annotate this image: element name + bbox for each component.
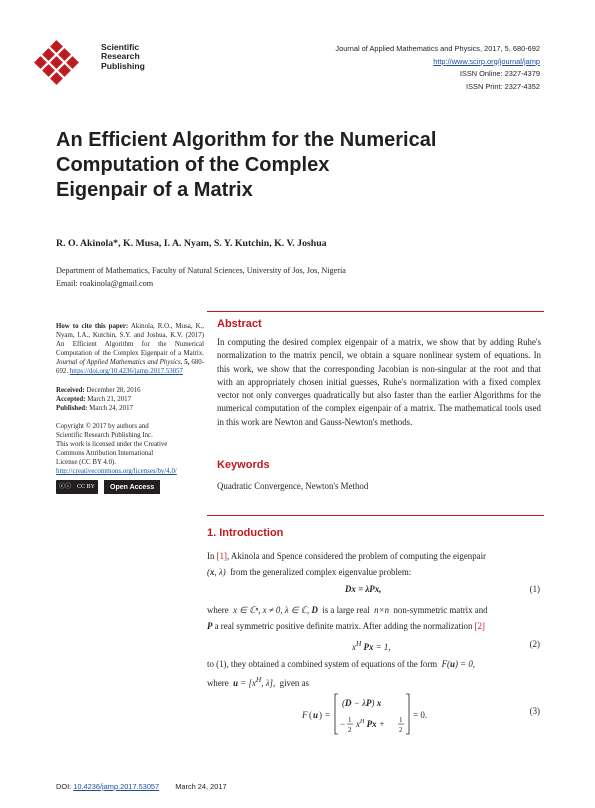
- cc-icon: ⓒⓘ: [59, 483, 72, 490]
- author-list: R. O. Akinola*, K. Musa, I. A. Nyam, S. Y. Kutchin, K. V. Joshua: [56, 238, 327, 249]
- cite-pages: 680-692.: [56, 359, 204, 376]
- intro-text: non-symmetric matrix and: [393, 605, 488, 615]
- license-url-link[interactable]: http://creativecommons.org/licenses/by/4.0/: [56, 468, 177, 476]
- abstract-text: In computing the desired complex eigenpair of a matrix, we show that by adding Ruhe's normalization to the matrix pencil, we obtain a square nonlinear system of equations. In this work, we show that the corresponding Jacobian is non-singular at the root and that with an appropriately chosen initial guesses, Ruhe's normalization with a fixed complex vector not only converges quadratically but also faster than the earlier Algorithms for the numerical computation of the complex eigenpair of a matrix. The mathematical tools used in this work are Newton and Gauss-Newton's methods.: [217, 337, 541, 427]
- published-label: Published:: [56, 404, 88, 412]
- cite-journal: Journal of Applied Mathematics and Physics,: [56, 359, 183, 367]
- intro-text: where: [207, 605, 229, 615]
- intro-text: where: [207, 677, 229, 688]
- intro-heading: 1. Introduction: [207, 527, 284, 539]
- intro-paragraph-2: [207, 604, 544, 616]
- svg-text:=: =: [325, 710, 331, 720]
- affiliation: Department of Mathematics, Faculty of Natural Sciences, University of Jos, Jos, Nigeria: [56, 266, 346, 275]
- title-line: Eigenpair of a Matrix: [56, 179, 253, 201]
- equation-text: $x^H$ Px = 1,: [352, 639, 391, 652]
- published-date: March 24, 2017: [89, 404, 133, 412]
- abstract-divider: [207, 311, 544, 312]
- svg-text:u: u: [313, 710, 319, 720]
- inline-math: P: [207, 621, 213, 631]
- equation-1: [345, 583, 381, 595]
- publisher-line: Research: [101, 51, 140, 62]
- open-access-badge[interactable]: Open Access: [104, 480, 160, 494]
- reference-link[interactable]: [2]: [474, 621, 486, 631]
- inline-math: n×n: [371, 605, 392, 615]
- cite-doi-link[interactable]: https://doi.org/10.4236/jamp.2017.53057: [69, 368, 183, 376]
- equation-3: [300, 690, 460, 738]
- license-line: License (CC BY 4.0).: [56, 459, 117, 467]
- intro-text: , Akinola and Spence considered the problem of computing the eigenpair: [226, 551, 487, 561]
- publisher-logo-icon: [30, 40, 90, 88]
- license-badges: [56, 480, 204, 494]
- citation-block: [56, 322, 204, 377]
- intro-paragraph-1-cont: [207, 566, 544, 578]
- intro-paragraph-3-cont: [207, 674, 544, 689]
- svg-text:2: 2: [348, 726, 352, 734]
- equation-text: Dx = λPx,: [345, 584, 382, 594]
- email: Email: roakinola@gmail.com: [56, 279, 154, 288]
- inline-math: F(u) = 0,: [439, 659, 476, 669]
- equation-2: [352, 638, 390, 653]
- accepted-date: March 21, 2017: [87, 395, 132, 403]
- svg-text:F: F: [302, 710, 308, 720]
- dates-block: [56, 386, 204, 413]
- journal-line: Journal of Applied Mathematics and Physics, 2017, 5, 680-692: [335, 44, 540, 53]
- keywords-heading: Keywords: [217, 459, 270, 471]
- reference-link[interactable]: [1]: [216, 551, 227, 561]
- svg-text:2: 2: [399, 726, 403, 734]
- issn-online: ISSN Online: 2327-4379: [459, 69, 540, 79]
- publisher-name: [101, 43, 145, 71]
- license-line: Commons Attribution International: [56, 450, 154, 458]
- svg-text:1: 1: [348, 716, 352, 724]
- article-info-column: [56, 322, 204, 494]
- intro-text: given as: [279, 677, 309, 688]
- doi-link[interactable]: 10.4236/jamp.2017.53057: [73, 782, 160, 791]
- received-date: December 28, 2016: [86, 386, 141, 394]
- svg-text:−: −: [340, 719, 346, 729]
- publisher-line: Publishing: [101, 60, 145, 71]
- abstract-heading: Abstract: [217, 318, 262, 330]
- cite-text: Akinola, R.O., Musa, K., Nyam, I.A., Kutchin, S.Y. and Joshua, K.V. (2017) An Efficient Algorithm for the Numerical Computation of the Complex Eigenpair of a Matrix.: [56, 323, 204, 358]
- intro-paragraph-3: [207, 658, 544, 670]
- intro-text: to (1), they obtained a combined system of equations of the form: [207, 659, 438, 669]
- journal-url-link[interactable]: http://www.scirp.org/journal/jamp: [433, 56, 540, 66]
- svg-text:(: (: [309, 710, 312, 720]
- license-line: Scientific Research Publishing Inc.: [56, 431, 153, 439]
- cite-volume: 5,: [184, 359, 190, 367]
- intro-paragraph-2-cont: [207, 620, 544, 632]
- issn-print: ISSN Print: 2327-4352: [466, 81, 540, 91]
- license-block: [56, 422, 204, 477]
- keywords-text: Quadratic Convergence, Newton's Method: [217, 481, 369, 491]
- cc-by-badge[interactable]: [56, 480, 98, 494]
- license-line: This work is licensed under the Creative: [56, 441, 168, 449]
- footer-date: March 24, 2017: [175, 782, 227, 791]
- svg-text:= 0.: = 0.: [413, 710, 428, 720]
- doi-label: DOI:: [56, 782, 72, 791]
- svg-text:1: 1: [399, 716, 403, 724]
- cite-label: How to cite this paper:: [56, 323, 129, 330]
- journal-info: [335, 43, 540, 93]
- inline-math: x ∈ ℂⁿ, x ≠ 0, λ ∈ ℂ, D: [230, 605, 318, 615]
- paper-title: [56, 128, 526, 203]
- intro-text: is a large real: [322, 605, 370, 615]
- intro-text: In: [207, 551, 215, 561]
- intro-text: from the generalized complex eigenvalue problem:: [230, 567, 412, 577]
- inline-math: $u = [x^H$, λ],: [233, 675, 278, 688]
- equation-number: (2): [529, 639, 540, 649]
- intro-divider: [207, 515, 544, 516]
- title-line: An Efficient Algorithm for the Numerical: [56, 129, 437, 151]
- equation-number: (1): [529, 584, 540, 594]
- svg-text:xH Px +: $x^H$ Px +: [356, 719, 385, 729]
- intro-paragraph-1: [207, 550, 544, 562]
- affiliation-block: [56, 264, 556, 290]
- license-line: Copyright © 2017 by authors and: [56, 422, 149, 430]
- svg-text:(D − λP) x: (D − λP) x: [342, 698, 382, 708]
- svg-text:): ): [319, 710, 322, 720]
- eigenpair-symbol: (x, λ): [207, 567, 226, 577]
- page-footer: [56, 782, 227, 791]
- intro-text: a real symmetric positive definite matrix. After adding the normalization: [214, 621, 473, 631]
- accepted-label: Accepted:: [56, 395, 86, 403]
- publisher-line: Scientific: [101, 42, 140, 52]
- received-label: Received:: [56, 386, 85, 394]
- cc-by-label: CC BY: [77, 483, 95, 490]
- equation-number: (3): [529, 706, 540, 716]
- title-line: Computation of the Complex: [56, 154, 330, 176]
